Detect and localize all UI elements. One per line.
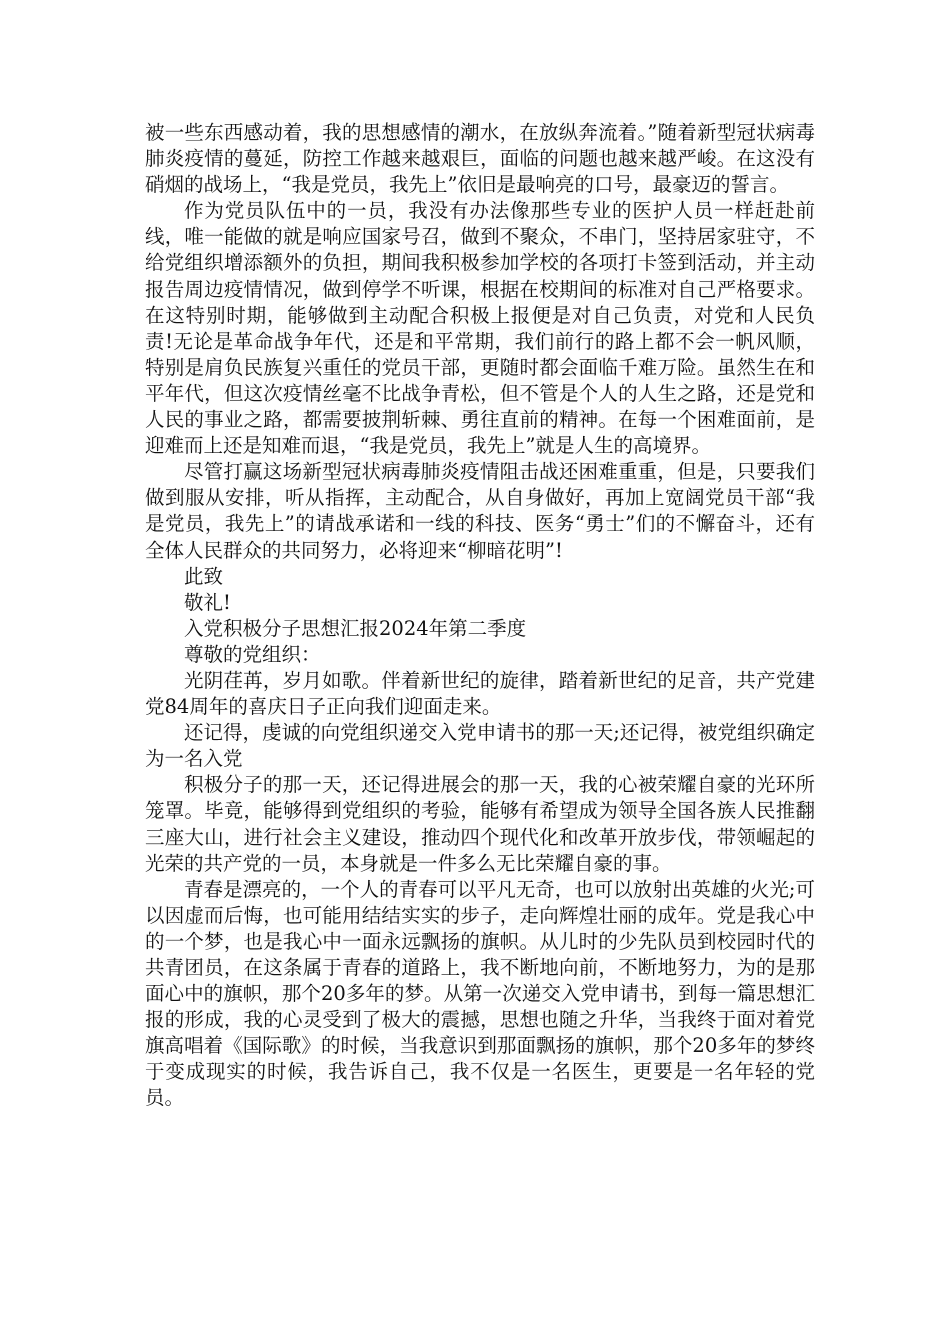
closing-regards: 敬礼! xyxy=(184,590,231,614)
paragraph: 青春是漂亮的，一个人的青春可以平凡无奇，也可以放射出英雄的火光;可以因虚而后悔，也可能用结结实实的步子，走向辉煌壮丽的成年。党是我心中的一个梦，也是我心中一面永远飘扬的旗帜。从儿时的少先队员到校园时代的共青团员，在这条属于青春的道路上，我不断地向前，不断地努力，为的是那面心中的旗帜，那个20多年的梦。从第一次递交入党申请书，到每一篇思想汇报的形成，我的心灵受到了极大的震撼，思想也随之升华，当我终于面对着党旗高唱着《国际歌》的时候，当我意识到那面飘扬的旗帜，那个20多年的梦终于变成现实的时候，我告诉自己，我不仅是一名医生，更要是一名年轻的党员。 xyxy=(145,877,815,1110)
paragraph: 还记得，虔诚的向党组织递交入党申请书的那一天;还记得，被党组织确定为一名入党 xyxy=(145,721,815,771)
paragraph: 光阴荏苒，岁月如歌。伴着新世纪的旋律，踏着新世纪的足音，共产党建党84周年的喜庆日子正向我们迎面走来。 xyxy=(145,668,815,719)
section-title: 入党积极分子思想汇报2024年第二季度 xyxy=(184,616,527,640)
greeting: 尊敬的党组织： xyxy=(184,642,321,666)
paragraph: 作为党员队伍中的一员，我没有办法像那些专业的医护人员一样赶赴前线，唯一能做的就是响应国家号召，做到不聚众，不串门，坚持居家驻守，不给党组织增添额外的负担，期间我积极参加学校的各项打卡签到活动，并主动报告周边疫情情况，做到停学不听课，根据在校期间的标准对自己严格要求。在这特别时期，能够做到主动配合积极上报便是对自己负责，对党和人民负责!无论是革命战争年代，还是和平常期，我们前行的路上都不会一帆风顺，特别是肩负民族复兴重任的党员干部，更随时都会面临千难万险。虽然生在和平年代，但这次疫情丝毫不比战争青松，但不管是个人的人生之路，还是党和人民的事业之路，都需要披荆斩棘、勇往直前的精神。在每一个困难面前，是迎难而上还是知难而退，“我是党员，我先上”就是人生的高境界。 xyxy=(145,199,815,458)
paragraph: 被一些东西感动着，我的思想感情的潮水，在放纵奔流着。”随着新型冠状病毒肺炎疫情的蔓延，防控工作越来越艰巨，面临的问题也越来越严峻。在这没有硝烟的战场上，“我是党员，我先上”依旧是最响亮的口号，最豪迈的誓言。 xyxy=(145,121,815,197)
document-body xyxy=(145,120,815,1112)
closing-salutation: 此致 xyxy=(184,564,224,588)
paragraph: 尽管打赢这场新型冠状病毒肺炎疫情阻击战还困难重重，但是，只要我们做到服从安排，听从指挥，主动配合，从自身做好，再加上宽阔党员干部“我是党员，我先上”的请战承诺和一线的科技、医务“勇士”们的不懈奋斗，还有全体人民群众的共同努力，必将迎来“柳暗花明”! xyxy=(145,460,815,562)
paragraph: 积极分子的那一天，还记得进展会的那一天，我的心被荣耀自豪的光环所笼罩。毕竟，能够得到党组织的考验，能够有希望成为领导全国各族人民推翻三座大山，进行社会主义建设，推动四个现代化和改革开放步伐，带领崛起的光荣的共产党的一员，本身就是一件多么无比荣耀自豪的事。 xyxy=(145,773,815,875)
